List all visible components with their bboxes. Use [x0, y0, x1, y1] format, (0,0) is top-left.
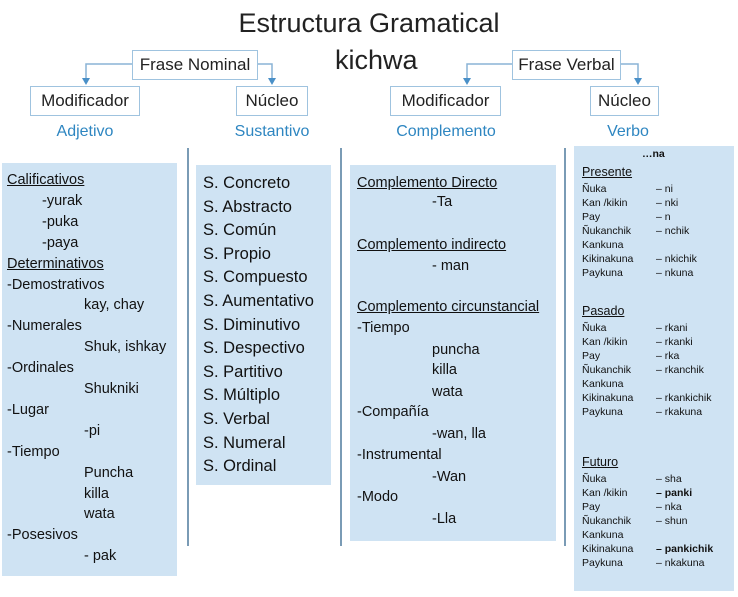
verbal-nucleus-box	[590, 86, 659, 116]
sustantivo-item: S. Múltiplo	[203, 386, 281, 405]
verbal-modifier-label: Modificador	[401, 91, 490, 110]
complemento-item: -Ta	[432, 194, 453, 210]
divider-line	[340, 148, 342, 546]
pronoun: Pay	[582, 501, 601, 513]
pronoun: Pay	[582, 350, 601, 362]
adjetivo-item: wata	[84, 506, 115, 523]
pronoun: Kankuna	[582, 378, 624, 390]
verbal-nucleus-label: Núcleo	[598, 91, 651, 110]
adjetivo-panel	[2, 163, 177, 576]
complemento-item: -Tiempo	[357, 320, 410, 336]
verbo-label: Verbo	[607, 123, 649, 140]
complemento-item: - man	[432, 258, 470, 274]
complemento-label: Complemento	[396, 123, 496, 140]
sustantivo-item: S. Numeral	[203, 433, 286, 452]
adjetivo-item: Puncha	[84, 464, 134, 481]
pronoun: Kankuna	[582, 239, 624, 251]
pronoun: Ñukanchik	[582, 515, 632, 527]
suffix: – sha	[656, 473, 682, 485]
adjetivo-item: Shukniki	[84, 381, 139, 397]
suffix: – ni	[656, 183, 673, 195]
suffix: – nkichik	[656, 253, 697, 265]
frase-verbal-label: Frase Verbal	[518, 55, 615, 74]
suffix: – rkanki	[656, 336, 693, 348]
complemento-item: -Wan	[432, 469, 467, 485]
suffix: – shun	[656, 515, 688, 527]
suffix: – nchik	[656, 225, 690, 237]
pronoun: Ñukanchik	[582, 364, 632, 376]
connector-lines	[0, 0, 738, 140]
adjetivo-item: -Posesivos	[7, 527, 78, 544]
pronoun: Ñukanchik	[582, 225, 632, 237]
pronoun: Pay	[582, 211, 601, 223]
complemento-panel	[350, 165, 556, 541]
suffix: – panki	[656, 487, 693, 499]
pronoun: Kan /kikin	[582, 336, 628, 348]
complemento-heading: Complemento indirecto	[357, 237, 507, 253]
sustantivo-item: S. Común	[203, 221, 277, 240]
adjetivo-item: -yurak	[42, 192, 83, 209]
pronoun: Kikinakuna	[582, 543, 634, 555]
complemento-item: -Compañía	[357, 404, 429, 420]
pronoun: Ñuka	[582, 322, 607, 334]
sustantivo-item: S. Ordinal	[203, 457, 277, 476]
adjetivo-item: -puka	[42, 213, 79, 230]
adjetivo-item: -Lugar	[7, 401, 49, 418]
adjetivo-item: kay, chay	[84, 297, 145, 314]
sustantivo-item: S. Aumentativo	[203, 292, 314, 310]
frase-nominal-box	[132, 50, 258, 80]
tense-heading: Pasado	[582, 304, 625, 318]
pronoun: Kan /kikin	[582, 197, 628, 209]
divider-line	[187, 148, 189, 546]
sustantivo-item: S. Despectivo	[203, 339, 305, 358]
sustantivo-label: Sustantivo	[234, 123, 310, 140]
pronoun: Ñuka	[582, 473, 607, 485]
pronoun: Paykuna	[582, 406, 623, 418]
complemento-item: -Modo	[357, 489, 399, 505]
diagram-title: Estructura Gramatical	[238, 8, 500, 38]
adjetivo-item: -paya	[42, 234, 79, 251]
adjetivo-item: killa	[84, 485, 109, 502]
suffix: – n	[656, 211, 671, 223]
nominal-nucleus-box	[236, 86, 308, 116]
suffix: – nkakuna	[656, 557, 705, 569]
complemento-item: wata	[432, 384, 463, 400]
complemento-item: killa	[432, 362, 457, 378]
adjetivo-item: -Ordinales	[7, 360, 74, 377]
nominal-modifier-box	[30, 86, 140, 116]
complemento-item: puncha	[432, 342, 480, 358]
suffix: – pankichik	[656, 543, 714, 555]
pronoun: Kan /kikin	[582, 487, 628, 499]
pronoun: Kikinakuna	[582, 392, 634, 404]
adjetivo-item: -Tiempo	[7, 443, 60, 460]
adjetivo-item: -pi	[84, 422, 101, 439]
adjetivo-heading: Calificativos	[7, 172, 85, 188]
adjetivo-label: Adjetivo	[56, 123, 114, 140]
suffix: – rkakuna	[656, 406, 703, 418]
pronoun: Ñuka	[582, 183, 607, 195]
sustantivo-item: S. Compuesto	[203, 268, 308, 287]
complemento-item: -Lla	[432, 511, 457, 527]
diagram-subtitle: kichwa	[335, 45, 418, 75]
frase-nominal-label: Frase Nominal	[139, 55, 251, 74]
suffix: – rkani	[656, 322, 688, 334]
tense-heading: Presente	[582, 165, 633, 179]
complemento-item: -wan, lla	[432, 426, 486, 442]
suffix: – rkanchik	[656, 364, 704, 376]
complemento-heading: Complemento circunstancial	[357, 299, 540, 315]
adjetivo-item: Shuk, ishkay	[84, 339, 167, 356]
sustantivo-item: S. Partitivo	[203, 362, 283, 381]
divider-line	[564, 148, 566, 546]
sustantivo-item: S. Concreto	[203, 174, 291, 192]
adjetivo-heading: Determinativos	[7, 255, 104, 272]
pronoun: Kankuna	[582, 529, 624, 541]
suffix: – nka	[656, 501, 682, 513]
na-marker: …na	[642, 148, 665, 160]
pronoun: Paykuna	[582, 557, 623, 569]
sustantivo-item: S. Abstracto	[203, 197, 292, 216]
complemento-heading: Complemento Directo	[357, 175, 498, 191]
frase-verbal-box	[512, 50, 621, 80]
nominal-nucleus-label: Núcleo	[245, 91, 299, 110]
sustantivo-item: S. Propio	[203, 244, 271, 263]
sustantivo-item: S. Verbal	[203, 410, 270, 428]
suffix: – rka	[656, 350, 680, 362]
suffix: – nki	[656, 197, 679, 209]
verbo-panel	[574, 146, 734, 591]
verbal-modifier-box	[390, 86, 501, 116]
sustantivo-panel	[196, 165, 331, 485]
nominal-modifier-label: Modificador	[41, 91, 129, 110]
adjetivo-item: -Demostrativos	[7, 276, 105, 293]
complemento-item: -Instrumental	[357, 447, 442, 463]
adjetivo-item: - pak	[84, 548, 117, 565]
suffix: – rkankichik	[656, 392, 712, 404]
adjetivo-item: -Numerales	[7, 318, 82, 335]
pronoun: Kikinakuna	[582, 253, 634, 265]
tense-heading: Futuro	[582, 455, 619, 469]
suffix: – nkuna	[656, 267, 694, 279]
pronoun: Paykuna	[582, 267, 623, 279]
sustantivo-item: S. Diminutivo	[203, 315, 301, 334]
